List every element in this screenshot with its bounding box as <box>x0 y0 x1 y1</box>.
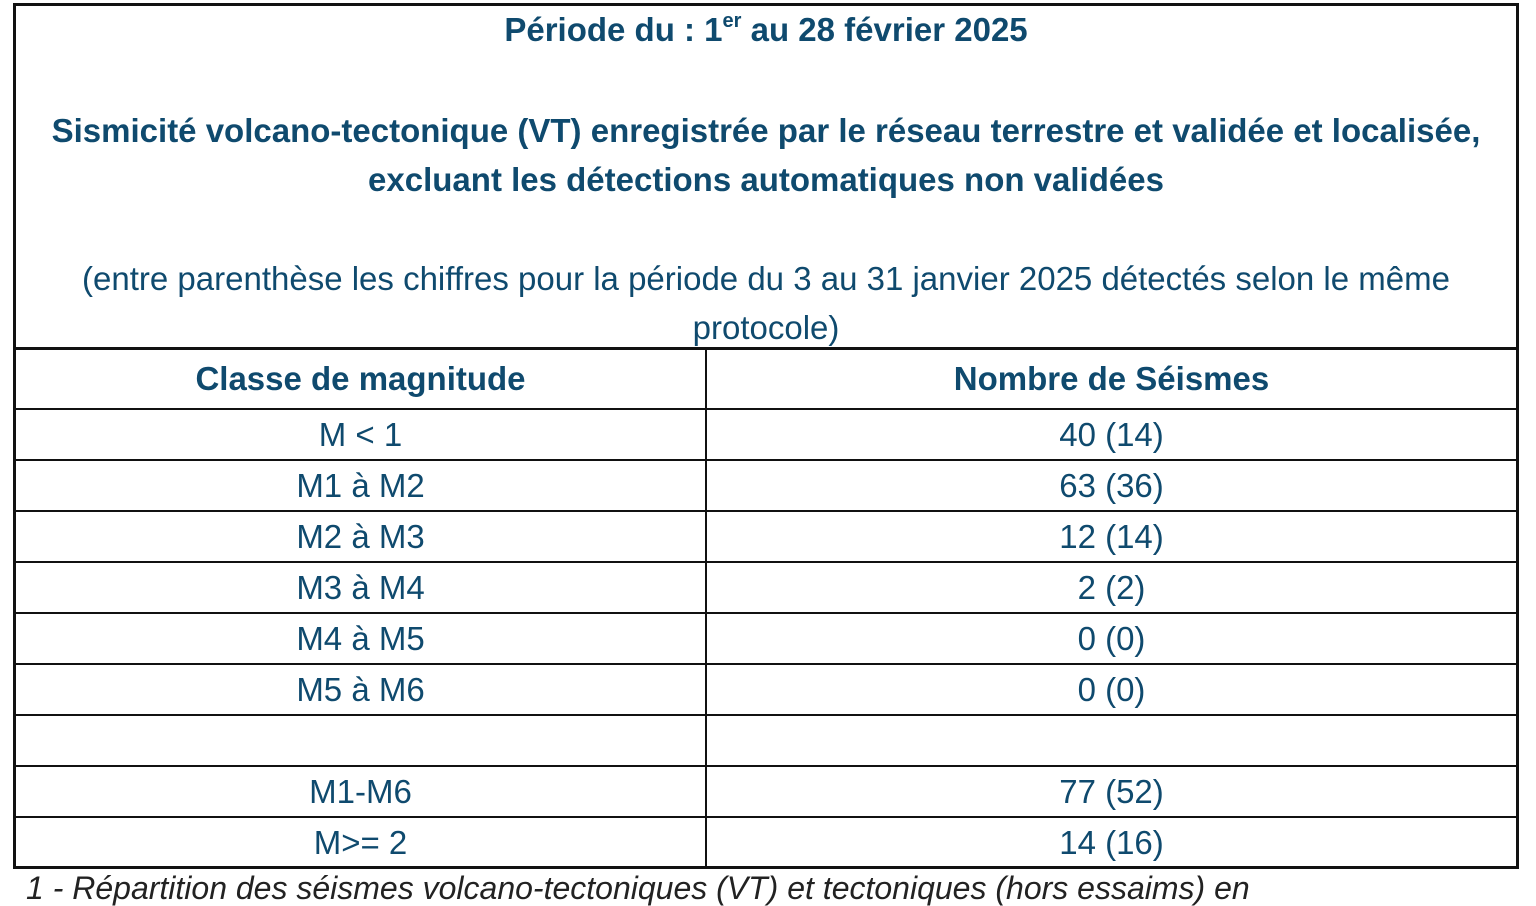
period-suffix: au 28 février 2025 <box>741 11 1028 48</box>
count-cell: 0 (0) <box>706 664 1516 715</box>
column-header-row <box>16 350 1516 409</box>
count-cell: 0 (0) <box>706 613 1516 664</box>
period-superscript: er <box>722 10 742 32</box>
magnitude-table <box>16 350 1516 867</box>
period-title <box>16 6 1516 50</box>
magnitude-cell: M3 à M4 <box>16 562 706 613</box>
table-row <box>16 766 1516 817</box>
magnitude-cell: M5 à M6 <box>16 664 706 715</box>
column-header-count: Nombre de Séismes <box>706 350 1516 409</box>
magnitude-cell: M2 à M3 <box>16 511 706 562</box>
magnitude-cell <box>16 715 706 766</box>
count-cell: 14 (16) <box>706 817 1516 867</box>
table-header-block <box>16 6 1516 350</box>
column-header-magnitude: Classe de magnitude <box>16 350 706 409</box>
magnitude-cell: M < 1 <box>16 409 706 460</box>
count-cell: 2 (2) <box>706 562 1516 613</box>
table-row <box>16 511 1516 562</box>
table-row <box>16 613 1516 664</box>
magnitude-cell: M1 à M2 <box>16 460 706 511</box>
seismicity-table-frame <box>13 3 1519 869</box>
comparison-note: (entre parenthèse les chiffres pour la période du 3 au 31 janvier 2025 détectés selon le même protocole) <box>82 260 1450 346</box>
table-row <box>16 409 1516 460</box>
count-cell: 77 (52) <box>706 766 1516 817</box>
magnitude-cell: M4 à M5 <box>16 613 706 664</box>
magnitude-cell: M1-M6 <box>16 766 706 817</box>
empty-separator-row <box>16 715 1516 766</box>
table-row <box>16 460 1516 511</box>
table-subtitle: Sismicité volcano-tectonique (VT) enregistrée par le réseau terrestre et validée et localisée, excluant les détections automatiques non validées <box>51 112 1481 198</box>
count-cell: 12 (14) <box>706 511 1516 562</box>
table-row <box>16 817 1516 867</box>
count-cell: 40 (14) <box>706 409 1516 460</box>
table-row <box>16 562 1516 613</box>
magnitude-cell: M>= 2 <box>16 817 706 867</box>
count-cell: 63 (36) <box>706 460 1516 511</box>
figure-caption: 1 - Répartition des séismes volcano-tectoniques (VT) et tectoniques (hors essaims) en <box>26 870 1250 906</box>
table-row <box>16 664 1516 715</box>
period-prefix: Période du : 1 <box>504 11 723 48</box>
count-cell <box>706 715 1516 766</box>
